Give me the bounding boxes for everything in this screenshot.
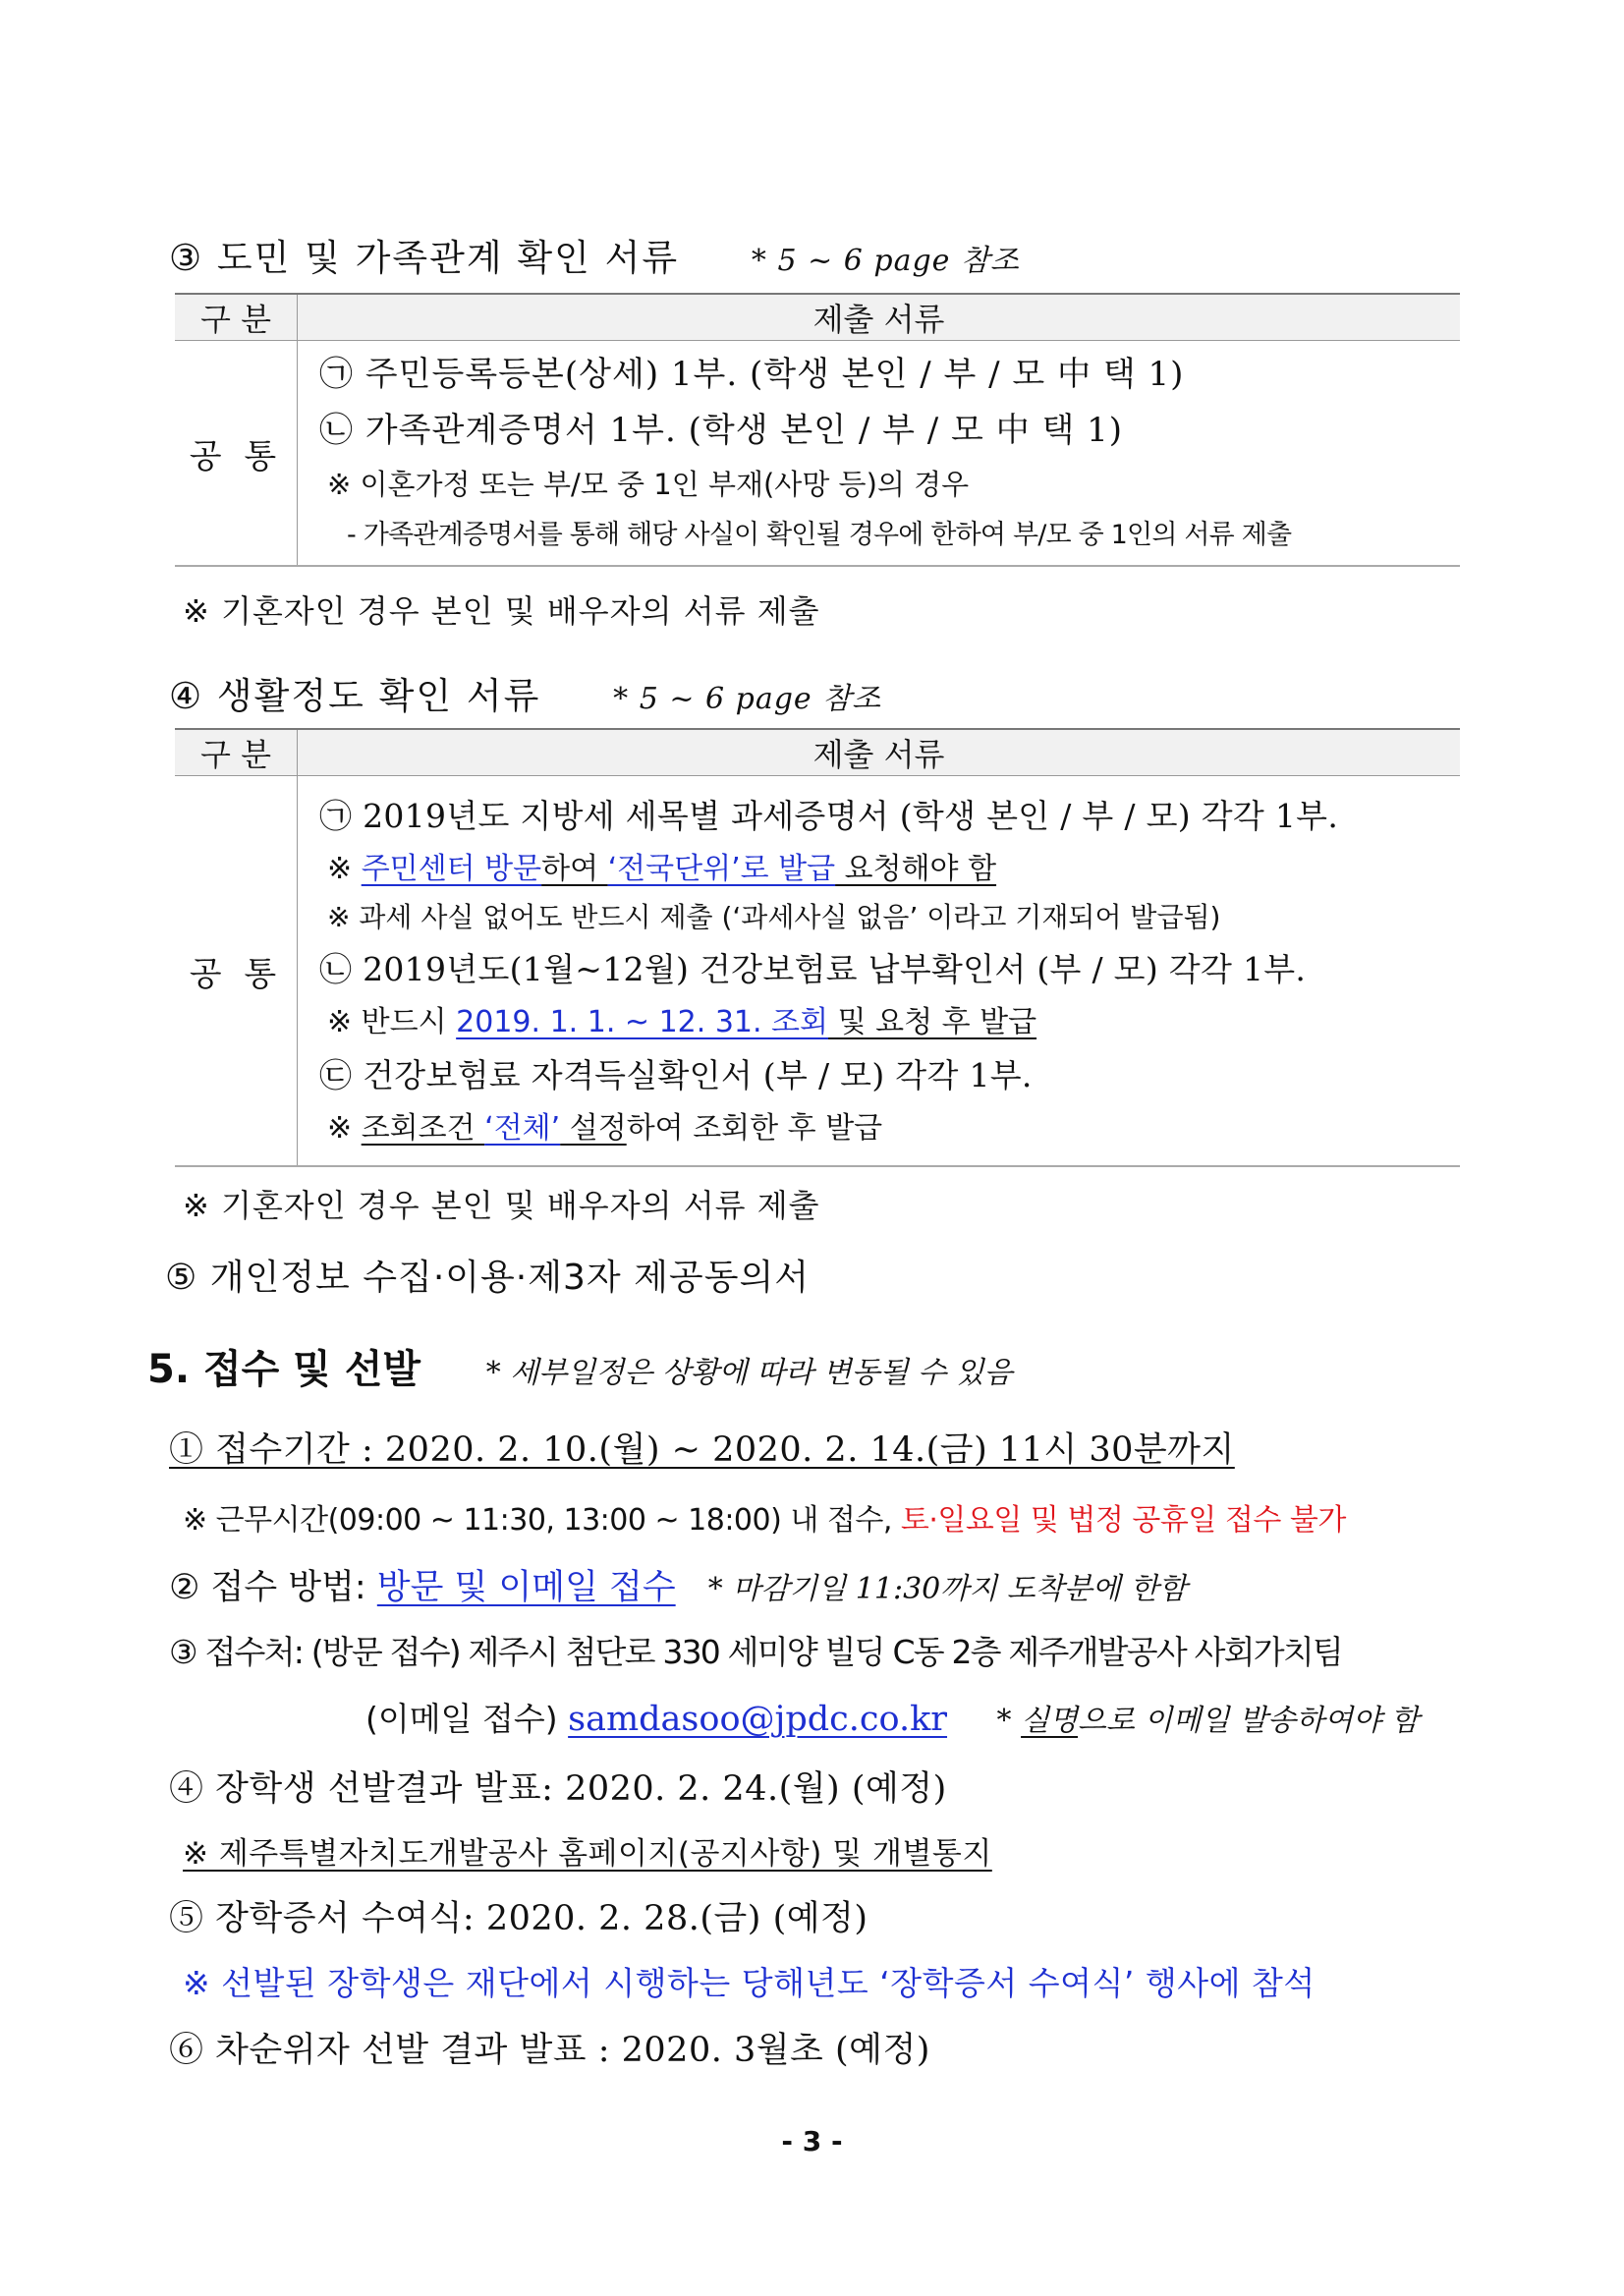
table-row-content [298,776,1461,1167]
note-text: 하여 조회한 후 발급 [626,1111,883,1146]
table-row [175,776,1460,1167]
reception-method-note: * 마감기일 11:30까지 도착분에 한함 [707,1572,1188,1606]
list-item: - 가족관계증명서를 통해 해당 사실이 확인될 경우에 한하여 부/모 중 1인의 서류 제출 [347,520,1292,550]
note-text: 및 요청 후 발급 [828,1005,1037,1039]
note-text: 설정 [560,1111,627,1146]
table-row-label: 공 통 [175,341,298,567]
note-prefix: ※ 반드시 [327,1005,457,1039]
table-header-row [175,294,1460,341]
reception-email-note [997,1704,1420,1738]
reception-email [365,1694,1419,1740]
table-header-documents: 제출 서류 [298,729,1461,776]
list-item: ㉠ 2019년도 지방세 세목별 과세증명서 (학생 본인 / 부 / 모) 각각 1부. [319,797,1339,835]
reception-period [169,1423,1235,1472]
list-item-note [319,845,1460,894]
table-header-category: 구 분 [175,294,298,341]
list-item: ㉠ 주민등록등본(상세) 1부. (학생 본인 / 부 / 모 中 택 1) [319,355,1185,394]
list-item: ㉡ 2019년도(1월~12월) 건강보험료 납부확인서 (부 / 모) 각각 1부. [319,950,1307,988]
table-row [175,341,1460,567]
section-3-footnote [183,587,820,632]
reserve-announcement [169,2023,930,2072]
note-text: 요청해야 함 [835,852,997,886]
section-3-footnote-text: ※ 기혼자인 경우 본인 및 배우자의 서류 제출 [183,592,820,630]
reception-period-note [183,1495,1346,1539]
note-prefix: * [996,1704,1022,1738]
section-3-title-text: ③ 도민 및 가족관계 확인 서류 [169,237,680,279]
reception-email-address[interactable]: samdasoo@jpdc.co.kr [568,1700,948,1739]
selection-announcement-note-text: ※ 제주특별자치도개발공사 홈페이지(공지사항) 및 개별통지 [183,1836,992,1872]
reception-email-label: (이메일 접수) [365,1700,569,1738]
note-highlight: 주민센터 방문 [361,852,542,886]
note-highlight: 실명 [1021,1704,1079,1738]
note-highlight-red: 토·일요일 및 법정 공휴일 접수 불가 [900,1503,1346,1538]
table-row-content [298,341,1461,567]
list-item-note: ※ 과세 사실 없어도 반드시 제출 (‘과세사실 없음’ 이라고 기재되어 발급됨) [327,901,1221,933]
note-text: 하여 [541,852,608,886]
scholarship-ceremony [169,1891,868,1940]
list-item-note [319,1104,1460,1153]
section-5-title-text: ⑤ 개인정보 수집·이용·제3자 제공동의서 [165,1258,811,1298]
scholarship-ceremony-note-text: ※ 선발된 장학생은 재단에서 시행하는 당해년도 ‘장학증서 수여식’ 행사에 참석 [183,1964,1316,2002]
heading-5-title: 5. 접수 및 선발 [147,1347,421,1392]
scholarship-ceremony-text: ⑤ 장학증서 수여식: 2020. 2. 28.(금) (예정) [169,1899,868,1938]
selection-announcement [169,1762,947,1811]
list-item-note [319,998,1460,1047]
list-item: ㉢ 건강보험료 자격득실확인서 (부 / 모) 각각 1부. [319,1056,1033,1094]
reception-period-text: ① 접수기간 : 2020. 2. 10.(월) ~ 2020. 2. 14.(금) 11시 30분까지 [169,1430,1235,1470]
list-item: ㉡ 가족관계증명서 1부. (학생 본인 / 부 / 모 中 택 1) [319,411,1124,450]
note-highlight: ‘전국단위’로 발급 [607,852,836,886]
reception-place-text: ③ 접수처: (방문 접수) 제주시 첨단로 330 세미양 빌딩 C동 2층 제주개발공사 사회가치팀 [169,1633,1342,1671]
heading-5-note: * 세부일정은 상황에 따라 변동될 수 있음 [485,1356,1013,1390]
reception-place [169,1627,1342,1673]
table-header-category: 구 분 [175,729,298,776]
section-3-table [175,293,1460,567]
note-highlight: 2019. 1. 1. ~ 12. 31. 조회 [456,1005,829,1039]
section-4-footnote [183,1181,820,1226]
note-text: 조회조건 [361,1111,485,1146]
section-4-table [175,728,1460,1167]
section-4-note: * 5 ~ 6 page 참조 [613,682,882,716]
note-prefix: ※ [327,852,362,886]
reception-method-label: ② 접수 방법: [169,1568,377,1607]
section-3-note: * 5 ~ 6 page 참조 [751,244,1020,278]
table-header-row [175,729,1460,776]
heading-5 [147,1338,1013,1394]
list-item: ※ 이혼가정 또는 부/모 중 1인 부재(사망 등)의 경우 [327,468,970,501]
section-3-title [169,228,1020,281]
note-prefix: ※ [327,1111,362,1146]
section-4-title [169,666,881,719]
page-number: - 3 - [781,2125,843,2157]
reception-method [169,1560,1187,1609]
section-5-title [165,1250,810,1300]
selection-announcement-note [183,1828,992,1873]
note-text: 으로 이메일 발송하여야 함 [1078,1704,1420,1738]
selection-announcement-text: ④ 장학생 선발결과 발표: 2020. 2. 24.(월) (예정) [169,1769,947,1809]
note-highlight: ‘전체’ [484,1111,561,1146]
table-row-label: 공 통 [175,776,298,1167]
note-text: ※ 근무시간(09:00 ~ 11:30, 13:00 ~ 18:00) 내 접수, [183,1503,901,1538]
section-4-footnote-text: ※ 기혼자인 경우 본인 및 배우자의 서류 제출 [183,1187,820,1224]
table-header-documents: 제출 서류 [298,294,1461,341]
reserve-announcement-text: ⑥ 차순위자 선발 결과 발표 : 2020. 3월초 (예정) [169,2031,930,2070]
scholarship-ceremony-note [183,1958,1316,2004]
section-4-title-text: ④ 생활정도 확인 서류 [169,675,541,717]
reception-method-value: 방문 및 이메일 접수 [376,1568,676,1607]
